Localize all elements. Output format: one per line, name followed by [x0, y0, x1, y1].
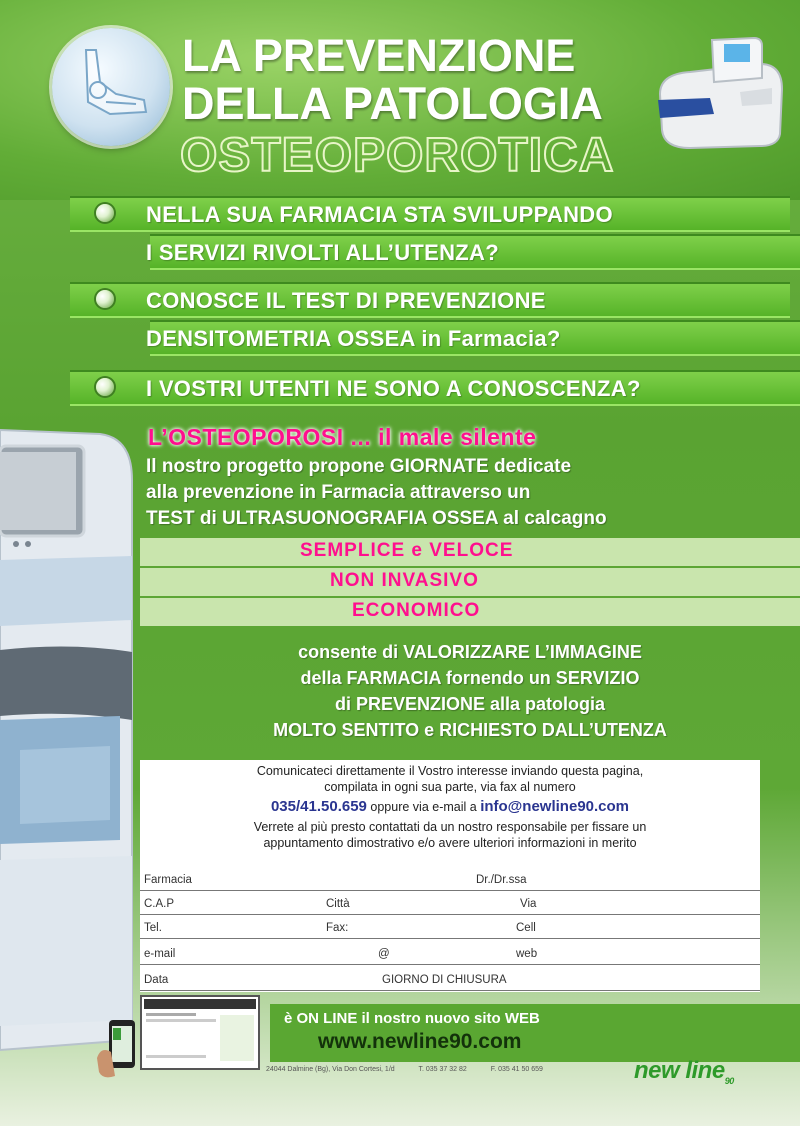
- smartphone-image: [95, 1018, 139, 1080]
- phone-text: T. 035 37 32 82: [418, 1066, 467, 1073]
- closing-day-label: GIORNO DI CHIUSURA: [382, 974, 507, 986]
- title-line-1: LA PREVENZIONE: [182, 30, 576, 81]
- feature-non-invasive: NON INVASIVO: [330, 570, 479, 591]
- form-intro-3: Verrete al più presto contattati da un nostro responsabile per fissare un: [253, 820, 647, 834]
- question-1a: NELLA SUA FARMACIA STA SVILUPPANDO: [146, 202, 613, 227]
- or-email-text: oppure via e-mail a: [370, 800, 477, 814]
- form-intro-4: appuntamento dimostrativo e/o avere ulteriori informazioni in merito: [263, 836, 637, 850]
- fax-label: Fax:: [326, 922, 349, 934]
- address-field[interactable]: [140, 914, 760, 915]
- farmacia-field[interactable]: [140, 890, 760, 891]
- form-contact-line: [140, 798, 760, 815]
- form-intro-1: Comunicateci direttamente il Vostro interesse inviando questa pagina,: [256, 764, 644, 778]
- email-label: e-mail: [144, 948, 176, 960]
- new-line-logo: [634, 1057, 734, 1086]
- company-address: [266, 1066, 565, 1073]
- online-announcement: è ON LINE il nostro nuovo sito WEB: [284, 1010, 540, 1027]
- fax-text: F. 035 41 50 659: [490, 1066, 543, 1073]
- intro-line-2: alla prevenzione in Farmacia attraverso un: [146, 482, 531, 503]
- value-line-1: consente di VALORIZZARE L’IMMAGINE: [298, 642, 642, 662]
- bullet-icon: [96, 378, 114, 396]
- fax-number[interactable]: 035/41.50.659: [270, 798, 367, 815]
- city-label: Città: [326, 898, 350, 910]
- cell-label: Cell: [516, 922, 536, 934]
- brand-name: new line: [634, 1057, 725, 1084]
- website-link[interactable]: www.newline90.com: [318, 1030, 522, 1053]
- intro-line-3: TEST di ULTRASUONOGRAFIA OSSEA al calcagno: [146, 508, 607, 529]
- question-2b: DENSITOMETRIA OSSEA in Farmacia?: [146, 326, 561, 351]
- question-3: I VOSTRI UTENTI NE SONO A CONOSCENZA?: [146, 376, 641, 401]
- header: [0, 0, 800, 200]
- value-line-4: MOLTO SENTITO e RICHIESTO DALL’UTENZA: [273, 720, 667, 740]
- question-2a: CONOSCE IL TEST DI PREVENZIONE: [146, 288, 546, 313]
- value-line-3: di PREVENZIONE alla patologia: [334, 694, 606, 714]
- at-sign: @: [378, 948, 390, 960]
- foot-bone-logo: [52, 28, 170, 146]
- densitometer-machine-image: [0, 420, 142, 1060]
- website-screenshot-image: [140, 995, 260, 1070]
- bullet-icon: [96, 290, 114, 308]
- foot-bone-icon: [66, 42, 156, 132]
- questions-band: [0, 178, 800, 418]
- doctor-label: Dr./Dr.ssa: [476, 874, 527, 886]
- form-intro-2: compilata in ogni sua parte, via fax al numero: [324, 780, 576, 794]
- date-label: Data: [144, 974, 169, 986]
- bullet-icon: [96, 204, 114, 222]
- title-line-2: DELLA PATOLOGIA: [182, 78, 603, 129]
- ultrasound-device-image: [650, 34, 790, 154]
- web-label: web: [516, 948, 538, 960]
- tel-label: Tel.: [144, 922, 162, 934]
- value-line-2: della FARMACIA fornendo un SERVIZIO: [300, 668, 640, 688]
- address-text: 24044 Dalmine (Bg), Via Don Cortesi, 1/d: [266, 1066, 395, 1073]
- email-link[interactable]: info@newline90.com: [480, 798, 630, 815]
- feature-economic: ECONOMICO: [352, 600, 481, 621]
- cap-label: C.A.P: [144, 898, 175, 910]
- farmacia-label: Farmacia: [144, 874, 192, 886]
- date-field[interactable]: [140, 990, 760, 991]
- brand-number: 90: [724, 1075, 734, 1086]
- contact-form: [140, 760, 760, 992]
- osteoporosis-headline: L’OSTEOPOROSI ... il male silente: [148, 424, 537, 450]
- street-label: Via: [520, 898, 537, 910]
- title-line-3: OSTEOPOROTICA: [180, 129, 615, 182]
- phone-field[interactable]: [140, 938, 760, 939]
- question-1b: I SERVIZI RIVOLTI ALL’UTENZA?: [146, 240, 499, 265]
- feature-simple: SEMPLICE e VELOCE: [300, 540, 514, 561]
- intro-line-1: Il nostro progetto propone GIORNATE dedicate: [146, 456, 572, 477]
- email-field[interactable]: [140, 964, 760, 965]
